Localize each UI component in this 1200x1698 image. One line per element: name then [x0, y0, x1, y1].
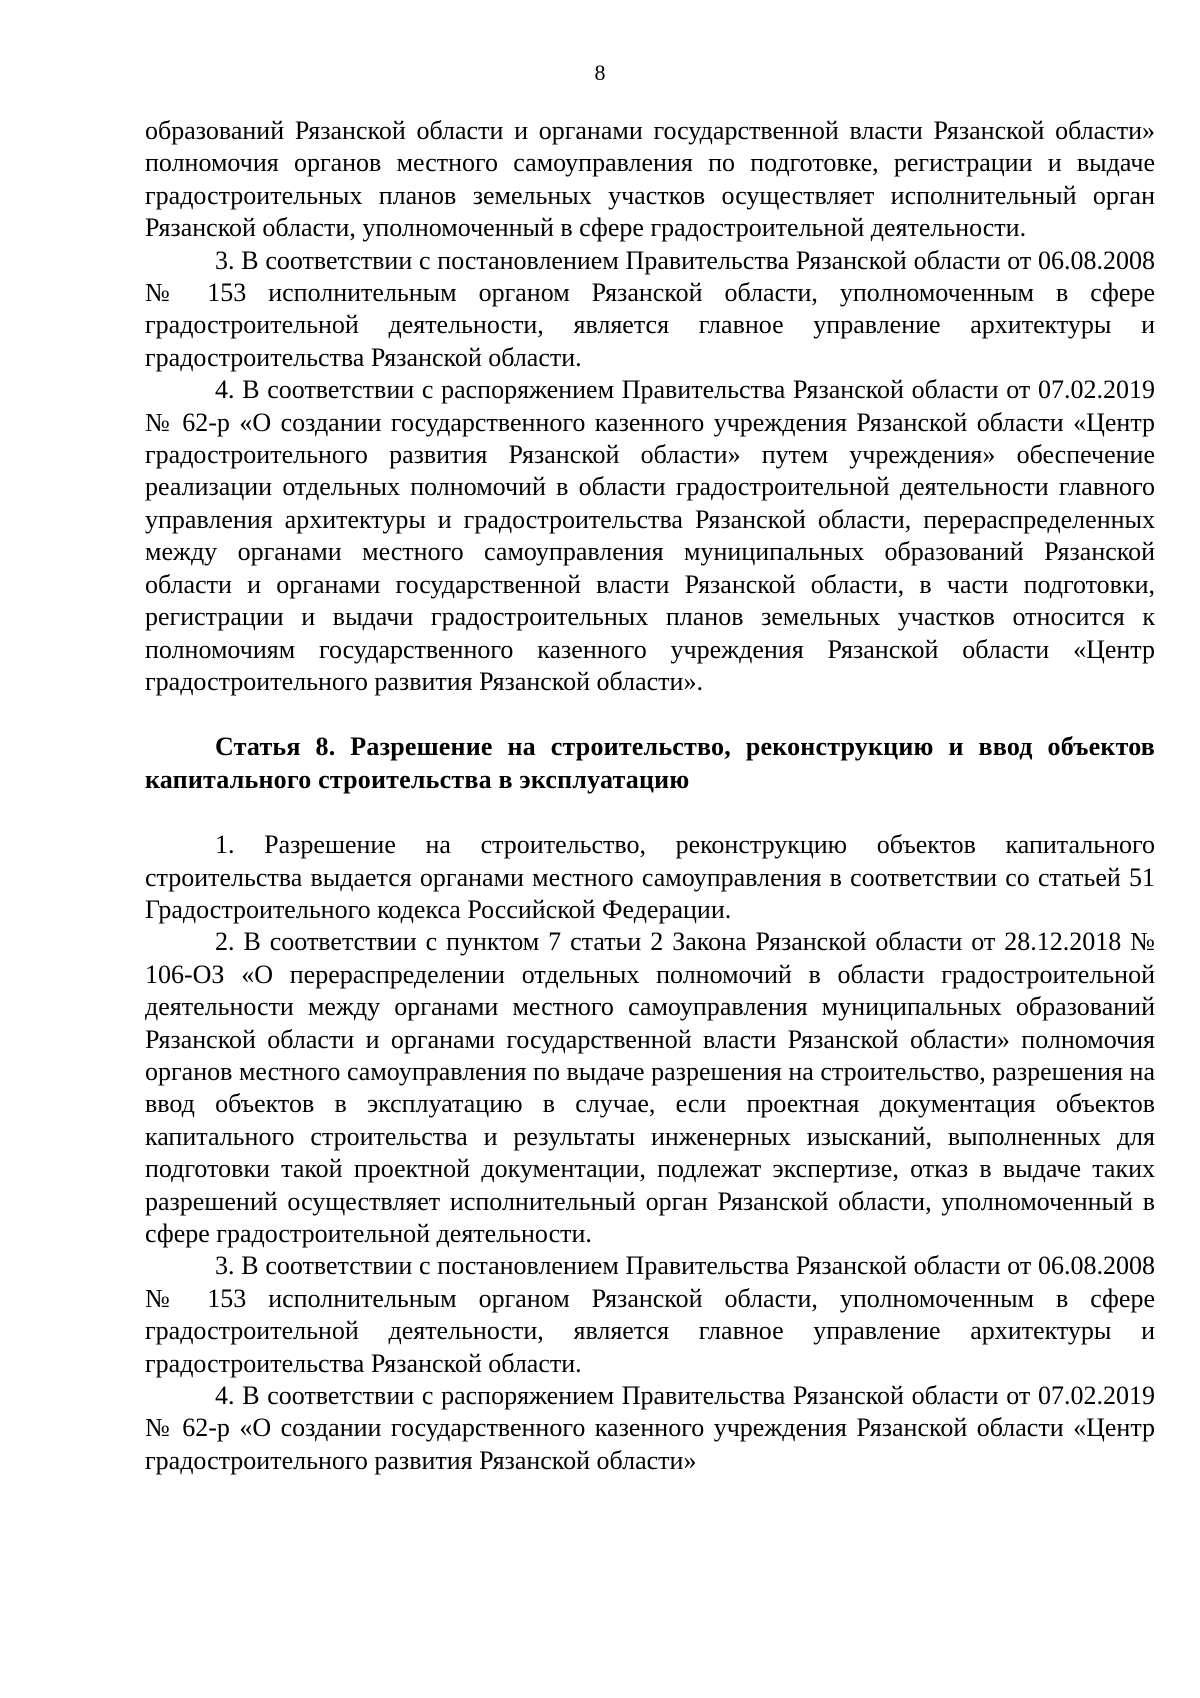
page-number: 8 [594, 60, 606, 85]
paragraph-continuation: образований Рязанской области и органами государственной власти Рязанской области» полномочия органов местного самоуправления по подготовке, регистрации и выдаче градостроительных планов земельных участков осуществляет исполнительный орган Рязанской области, уполномоченный в сфере градостроительной деятельности. [145, 116, 1155, 243]
article-heading: Статья 8. Разрешение на строительство, реконструкцию и ввод объектов капитального строительства в эксплуатацию [145, 732, 1155, 794]
paragraph-item-2: 2. В соответствии с пунктом 7 статьи 2 Закона Рязанской области от 28.12.2018 № 106-ОЗ «О перераспределении отдельных полномочий в области градостроительной деятельности между органами местного самоуправления муниципальных образований Рязанской области и органами государственной власти Рязанской области» полномочия органов местного самоуправления по выдаче разрешения на строительство, разрешения на ввод объектов в эксплуатацию в случае, если проектная документация объектов капитального строительства и результаты инженерных изысканий, выполненных для подготовки такой проектной документации, подлежат экспертизе, отказ в выдаче таких разрешений осуществляет исполнительный орган Рязанской области, уполномоченный в сфере градостроительной деятельности. [145, 927, 1155, 1248]
paragraph-item-4: 4. В соответствии с распоряжением Правительства Рязанской области от 07.02.2019 № 62-р «О создании государственного казенного учреждения Рязанской области «Центр градостроительного развития Рязанской области» путем учреждения» обеспечение реализации отдельных полномочий в области градостроительной деятельности главного управления архитектуры и градостроительства Рязанской области, перераспределенных между органами местного самоуправления муниципальных образований Рязанской области и органами государственной власти Рязанской области, в части подготовки, регистрации и выдачи градостроительных планов земельных участков относится к полномочиям государственного казенного учреждения Рязанской области «Центр градостроительного развития Рязанской области». [145, 375, 1155, 696]
paragraph-item-3: 3. В соответствии с постановлением Правительства Рязанской области от 06.08.2008 № 153 исполнительным органом Рязанской области, уполномоченным в сфере градостроительной деятельности, является главное управление архитектуры и градостроительства Рязанской области. [145, 245, 1155, 372]
document-body [145, 115, 1155, 1477]
paragraph-item-4: 4. В соответствии с распоряжением Правительства Рязанской области от 07.02.2019 № 62-р «О создании государственного казенного учреждения Рязанской области «Центр градостроительного развития Рязанской области» [145, 1381, 1155, 1475]
paragraph-item-1: 1. Разрешение на строительство, реконструкцию объектов капитального строительства выдается органами местного самоуправления в соответствии со статьей 51 Градостроительного кодекса Российской Федерации. [145, 830, 1155, 924]
paragraph-item-3: 3. В соответствии с постановлением Правительства Рязанской области от 06.08.2008 № 153 исполнительным органом Рязанской области, уполномоченным в сфере градостроительной деятельности, является главное управление архитектуры и градостроительства Рязанской области. [145, 1251, 1155, 1378]
